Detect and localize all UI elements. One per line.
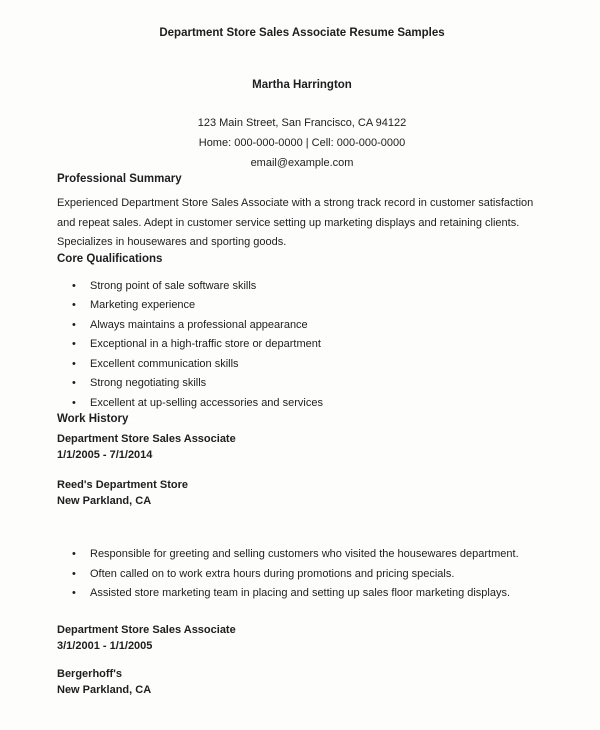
duty-item: • Assisted store marketing team in placing and setting up sales floor marketing displays.: [57, 584, 547, 604]
job-location: New Parkland, CA: [57, 495, 152, 507]
job-employer-block: [57, 666, 547, 698]
job-employer: Bergerhoff's: [57, 667, 122, 680]
core-qualifications-list: [57, 277, 547, 414]
section-heading-professional-summary: Professional Summary: [57, 173, 182, 185]
section-heading-core-qualifications: Core Qualifications: [57, 252, 163, 265]
contact-address: 123 Main Street, San Francisco, CA 94122: [197, 117, 407, 129]
job-title-block: [57, 622, 547, 654]
job-location: New Parkland, CA: [57, 683, 152, 696]
job-title-block: [57, 431, 547, 463]
contact-phones: Home: 000-000-0000 | Cell: 000-000-0000: [198, 137, 406, 149]
qualification-item: • Excellent at up-selling accessories and services: [57, 394, 547, 414]
qualification-item: • Strong negotiating skills: [57, 374, 547, 394]
contact-email: email@example.com: [250, 157, 354, 169]
qualification-item: • Strong point of sale software skills: [57, 277, 547, 297]
job-dates: 3/1/2001 - 1/1/2005: [57, 639, 153, 652]
job-duties-list: [57, 545, 547, 604]
candidate-name: Martha Harrington: [252, 79, 352, 91]
job-employer: Reed's Department Store: [57, 479, 188, 491]
document-title: Department Store Sales Associate Resume Samples: [159, 27, 445, 39]
job-title: Department Store Sales Associate: [57, 623, 236, 636]
professional-summary-text: Experienced Department Store Sales Associate with a strong track record in customer satisfaction and repeat sales. Adept in customer service setting up marketing displays and retaining clients. Specializes in housewares and sporting goods.: [57, 197, 534, 248]
section-heading-work-history: Work History: [57, 413, 129, 425]
contact-block: [57, 113, 547, 173]
qualification-item: • Excellent communication skills: [57, 355, 547, 375]
qualification-item: • Always maintains a professional appearance: [57, 316, 547, 336]
job-title: Department Store Sales Associate: [57, 433, 236, 445]
qualification-item: • Marketing experience: [57, 296, 547, 316]
duty-item: • Responsible for greeting and selling customers who visited the housewares department.: [57, 545, 547, 565]
job-dates: 1/1/2005 - 7/1/2014: [57, 449, 153, 461]
duty-item: • Often called on to work extra hours during promotions and pricing specials.: [57, 565, 547, 585]
job-employer-block: [57, 477, 547, 509]
qualification-item: • Exceptional in a high-traffic store or department: [57, 335, 547, 355]
